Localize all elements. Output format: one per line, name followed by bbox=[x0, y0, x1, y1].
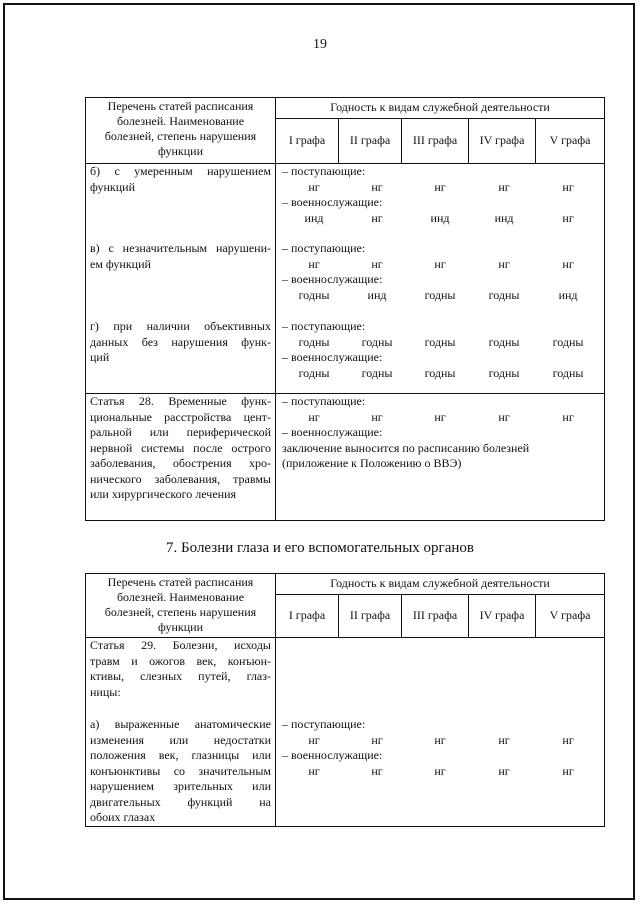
fitness-table-2 bbox=[85, 573, 605, 827]
article-29-values-cell: – поступающие: нг нг нг нг нг – военнослужащие: нг нг нг нг нг bbox=[276, 638, 605, 827]
header-fitness-title: Годность к видам служебной деятельности bbox=[276, 98, 605, 119]
military-values-row: годны годны годны годны годны bbox=[298, 365, 584, 380]
article-28-cell: Статья 28. Временные функ- циональные расстройства цент- ральной или периферической нервной системы после острого заболевания, обострения хро- нического заболевания, травмы или хирургического лечения bbox=[86, 394, 276, 521]
conditions-cell: б) с умеренным нарушением функций в) с незначительным нарушени- ем функций г) при наличии объективных данных без нарушения функ- ций bbox=[86, 164, 276, 394]
header-col-3: III графа bbox=[402, 595, 469, 638]
incoming-values-row: нг нг нг нг нг bbox=[308, 732, 574, 747]
header-col-1: I графа bbox=[276, 119, 339, 164]
military-values-row: нг нг нг нг нг bbox=[308, 763, 574, 778]
section-title: 7. Болезни глаза и его вспомогательных органов bbox=[166, 540, 474, 556]
header-col-5: V графа bbox=[536, 119, 605, 164]
header-col-4: IV графа bbox=[469, 595, 536, 638]
article-28-note: заключение выносится по расписанию болезней bbox=[282, 440, 530, 455]
header-col-1: I графа bbox=[276, 595, 339, 638]
header-left-cell: Перечень статей расписания болезней. Наименование болезней, степень нарушения функции bbox=[86, 574, 276, 638]
header-col-2: II графа bbox=[339, 595, 402, 638]
header-col-4: IV графа bbox=[469, 119, 536, 164]
incoming-values-row: нг нг нг нг нг bbox=[308, 409, 574, 424]
fitness-table-1 bbox=[85, 97, 605, 521]
incoming-values-row: нг нг нг нг нг bbox=[308, 256, 574, 271]
header-col-2: II графа bbox=[339, 119, 402, 164]
military-values-row: годны инд годны годны инд bbox=[298, 287, 578, 302]
fitness-values-cell: – поступающие: нг нг нг нг нг – военнослужащие: инд нг инд инд нг – поступающие: нг нг нг нг нг – военнослужащие: годны инд годны годны инд – поступающие: годны годны годны годны годны – военнослужащие: годны годны годны годны годны bbox=[276, 164, 605, 394]
article-29-cell: Статья 29. Болезни, исходы травм и ожогов век, конъюн- ктивы, слезных путей, глаз- ницы: а) выраженные анатомические изменения или недостатки положения век, глазницы или конъюнктивы со значительным нарушением зрительных или двигательных функций на обоих глазах bbox=[86, 638, 276, 827]
header-fitness-title: Годность к видам служебной деятельности bbox=[276, 574, 605, 595]
military-values-row: инд нг инд инд нг bbox=[304, 210, 574, 225]
header-left-cell: Перечень статей расписания болезней. Наименование болезней, степень нарушения функции bbox=[86, 98, 276, 164]
page-number: 19 bbox=[313, 37, 327, 52]
incoming-values-row: годны годны годны годны годны bbox=[298, 334, 584, 349]
article-28-values-cell: – поступающие: нг нг нг нг нг – военнослужащие: заключение выносится по расписанию болезней (приложение к Положению о ВВЭ) bbox=[276, 394, 605, 521]
header-col-3: III графа bbox=[402, 119, 469, 164]
header-col-5: V графа bbox=[536, 595, 605, 638]
incoming-values-row: нг нг нг нг нг bbox=[308, 179, 574, 194]
